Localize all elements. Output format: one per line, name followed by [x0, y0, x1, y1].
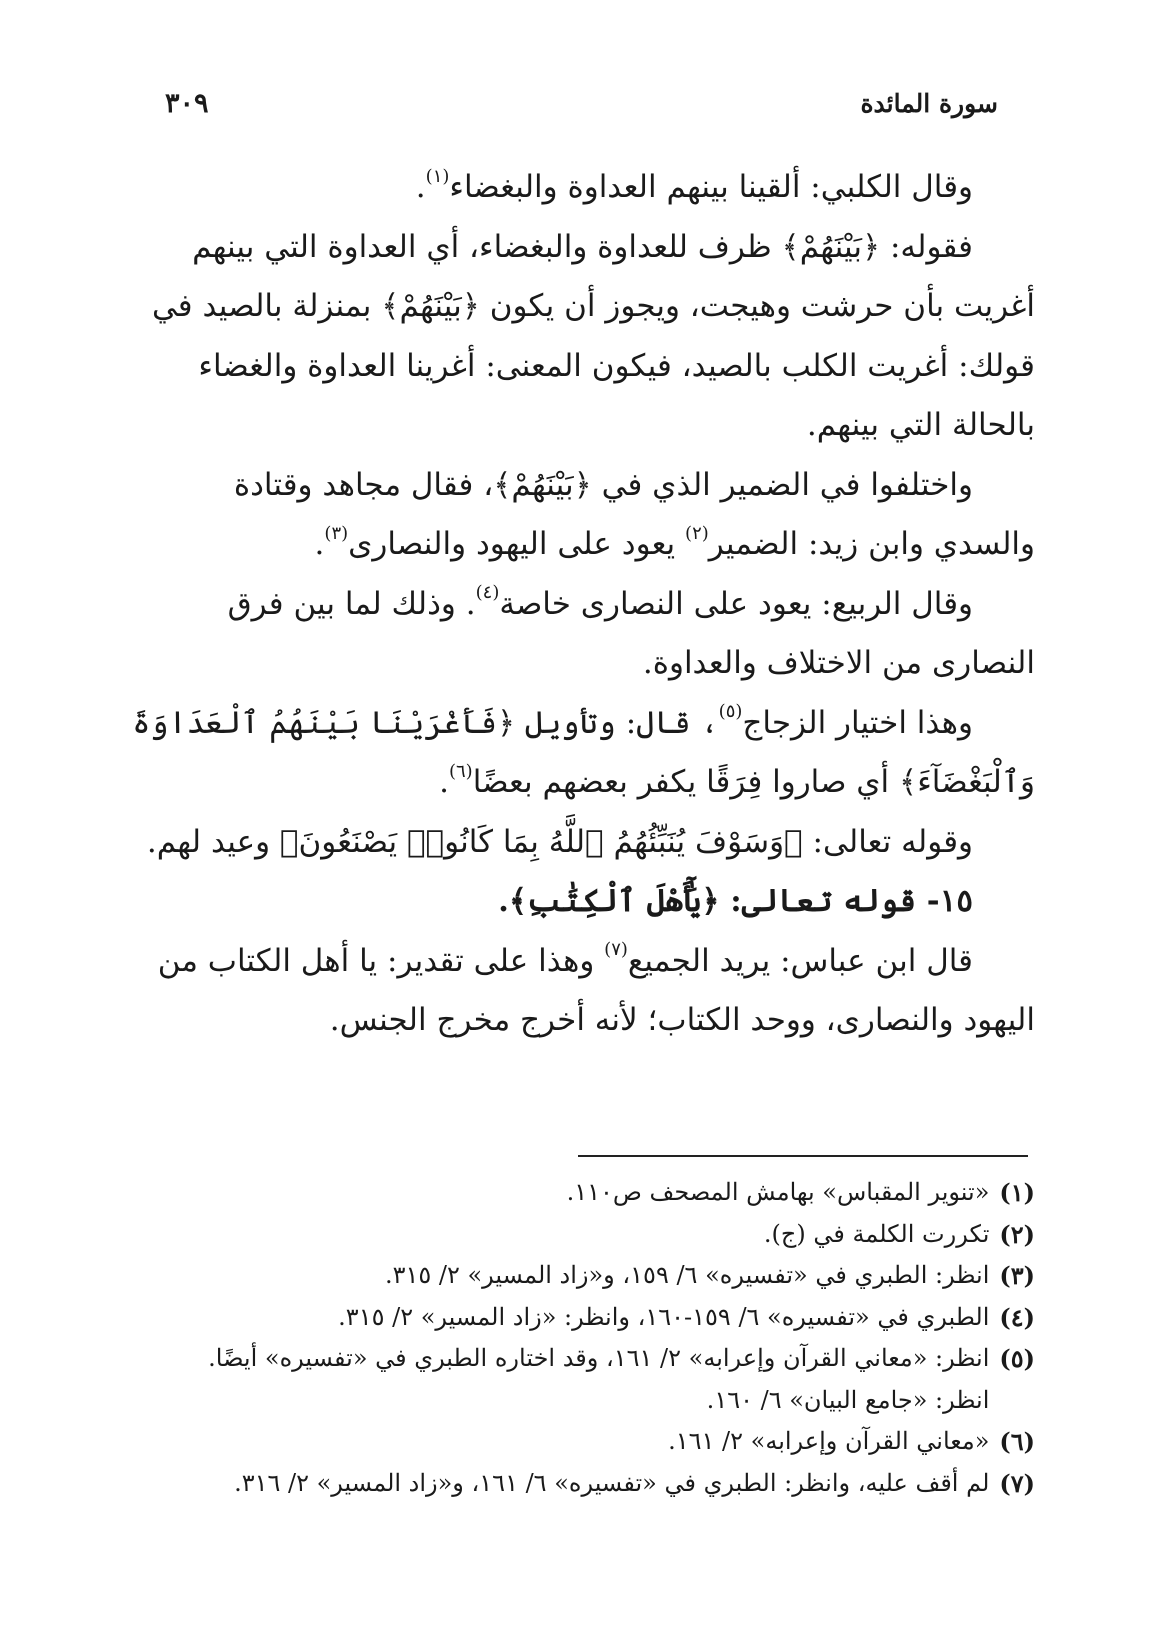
text-run: والسدي وابن زيد: الضمير	[708, 526, 1035, 562]
text-line: قولك: أغريت الكلب بالصيد، فيكون المعنى: أغرينا العداوة والغضاء	[198, 347, 1035, 384]
footnotes	[118, 1172, 1035, 1504]
footnote-number: (٤)	[999, 1302, 1035, 1332]
footnote-ref: (٤)	[475, 582, 500, 604]
footnote-text: «تنوير المقباس» بهامش المصحف ص١١٠.	[566, 1178, 990, 1206]
paragraph	[125, 694, 1035, 813]
paragraph	[125, 158, 1035, 218]
text-run: وقال الكلبي: ألقينا بينهم العداوة والبغضاء	[449, 169, 973, 205]
footnote	[118, 1297, 1035, 1339]
text-run: وقال الربيع: يعود على النصارى خاصة	[499, 585, 973, 622]
footnote-ref: (٧)	[604, 939, 628, 961]
text-run: .	[415, 169, 426, 205]
paragraph	[125, 575, 1035, 694]
text-run: . وذلك لما بين فرق	[227, 585, 476, 622]
text-run: ١٥- قوله تعالى: ﴿يَٰٓأَهْلَ ٱلْكِتَٰبِ﴾.	[498, 883, 973, 919]
footnote-text: انظر: «معاني القرآن وإعرابه» ٢/ ١٦١، وقد اختاره الطبري في «تفسيره» أيضًا.	[208, 1344, 990, 1372]
text-line	[125, 753, 1097, 813]
paragraph	[125, 218, 1035, 456]
footnote-separator	[578, 1155, 1028, 1157]
footnote-number: (٢)	[999, 1219, 1035, 1249]
footnote-text: تكررت الكلمة في (ج).	[763, 1219, 990, 1248]
text-line	[125, 575, 1035, 635]
text-line: واختلفوا في الضمير الذي في ﴿بَيْنَهُمْ﴾، فقال مجاهد وقتادة	[233, 466, 973, 503]
paragraph	[125, 456, 1035, 575]
text-line	[125, 932, 1035, 992]
footnote-ref: (٥)	[718, 701, 743, 723]
footnote-text: الطبري في «تفسيره» ٦/ ١٥٩-١٦٠، وانظر: «زاد المسير» ٢/ ٣١٥.	[338, 1302, 990, 1331]
footnote-ref: (٦)	[448, 760, 473, 782]
text-run: يعود على اليهود والنصارى	[348, 526, 686, 562]
footnote	[118, 1255, 1035, 1297]
text-line: اليهود والنصارى، ووحد الكتاب؛ لأنه أخرج مخرج الجنس.	[329, 1002, 1035, 1038]
text-line	[125, 694, 1035, 754]
text-line: بالحالة التي بينهم.	[806, 407, 1035, 443]
text-run: قال ابن عباس: يريد الجميع	[627, 942, 973, 979]
text-run: ، قال: وتأويل ﴿فَأَغْرَيْنَا بَيْنَهُمُ ٱلْعَدَاوَةَ	[132, 704, 719, 741]
footnote-text: لم أقف عليه، وانظر: الطبري في «تفسيره» ٦/ ١٦١، و«زاد المسير» ٢/ ٣١٦.	[234, 1468, 990, 1497]
footnote	[118, 1463, 1035, 1505]
footnote-text: «معاني القرآن وإعرابه» ٢/ ١٦١.	[668, 1427, 990, 1455]
paragraph	[125, 932, 1035, 1051]
footnote-ref: (٣)	[324, 522, 349, 544]
text-line	[125, 515, 1097, 575]
text-run: .	[439, 764, 449, 800]
text-line: فقوله: ﴿بَيْنَهُمْ﴾ ظرف للعداوة والبغضاء، أي العداوة التي بينهم	[192, 228, 973, 265]
main-text	[125, 158, 1035, 1051]
text-run: وقوله تعالى: ﴿وَسَوْفَ يُنَبِّئُهُمُ ٱللَّهُ بِمَا كَانُوا۟ يَصْنَعُونَ﴾ وعيد لهم.	[146, 823, 973, 860]
page-header	[165, 78, 998, 128]
paragraph	[125, 813, 1035, 873]
surah-title: سورة المائدة	[860, 88, 998, 118]
footnote-continuation: انظر: «جامع البيان» ٦/ ١٦٠.	[706, 1385, 990, 1414]
footnote-number: (٥)	[999, 1344, 1035, 1373]
footnote	[118, 1172, 1035, 1214]
footnote-text: انظر: الطبري في «تفسيره» ٦/ ١٥٩، و«زاد المسير» ٢/ ٣١٥.	[384, 1261, 990, 1289]
page-number: ٣٠٩	[165, 87, 209, 119]
section-heading	[125, 872, 1035, 932]
text-run: .	[314, 526, 325, 562]
footnote-number: (٧)	[999, 1468, 1035, 1498]
text-run: وَٱلْبَغْضَآءَ﴾ أي صاروا فِرَقًا يكفر بعضهم بعضًا	[472, 764, 1035, 800]
footnote	[118, 1338, 1035, 1421]
footnote-body	[118, 1338, 989, 1421]
footnote-number: (١)	[999, 1178, 1035, 1207]
text-line: النصارى من الاختلاف والعداوة.	[642, 645, 1035, 681]
footnote-ref: (١)	[425, 165, 450, 187]
footnote-ref: (٢)	[685, 522, 709, 544]
footnote-number: (٦)	[999, 1427, 1035, 1456]
footnote	[118, 1214, 1035, 1256]
footnote-number: (٣)	[999, 1261, 1035, 1290]
text-run: وهذا اختيار الزجاج	[742, 704, 973, 741]
footnote	[118, 1421, 1035, 1463]
text-run: وهذا على تقدير: يا أهل الكتاب من	[157, 942, 605, 979]
text-line: أغريت بأن حرشت وهيجت، ويجوز أن يكون ﴿بَيْنَهُمْ﴾ بمنزلة بالصيد في	[151, 288, 1035, 324]
